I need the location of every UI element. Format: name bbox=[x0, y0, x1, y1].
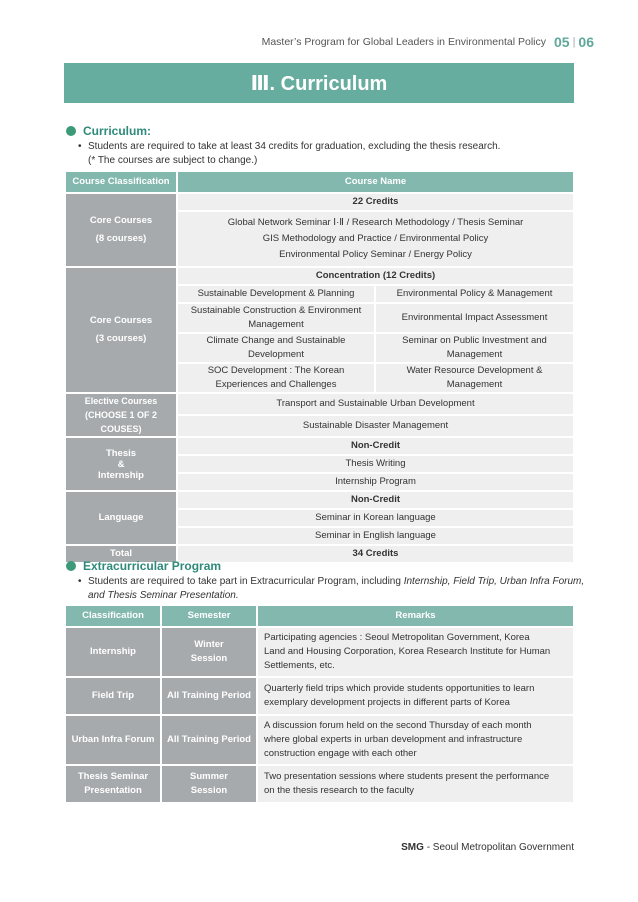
remarks-line: Participating agencies : Seoul Metropolitan Government, Korea bbox=[264, 632, 530, 643]
curriculum-title: Curriculum: bbox=[83, 124, 152, 138]
remarks-line: Quarterly field trips which provide students opportunities to learn bbox=[264, 683, 535, 694]
core-label-text: Core Courses bbox=[89, 215, 153, 226]
page-separator: | bbox=[572, 36, 576, 48]
table-row bbox=[66, 394, 573, 414]
curriculum-note-line2: (* The courses are subject to change.) bbox=[88, 155, 258, 166]
remarks-line: exemplary development projects in different parts of Korea bbox=[264, 697, 510, 708]
semester-cell bbox=[162, 766, 258, 802]
bullet-icon: • bbox=[78, 576, 82, 587]
header-course-classification: Course Classification bbox=[66, 172, 178, 192]
core-sub-text: (8 courses) bbox=[95, 233, 147, 244]
classification-line: Presentation bbox=[84, 785, 142, 796]
remarks-line: on the thesis research to the faculty bbox=[264, 785, 414, 796]
course-cell: Internship Program bbox=[178, 474, 573, 490]
section-banner bbox=[64, 63, 574, 103]
extracurricular-note-line2: and Thesis Seminar Presentation. bbox=[88, 590, 239, 601]
elective-label-text: Elective Courses bbox=[84, 396, 158, 406]
remarks-cell bbox=[258, 766, 573, 802]
curriculum-heading bbox=[66, 124, 151, 138]
course-cell: Sustainable Development & Planning bbox=[178, 286, 376, 302]
remarks-cell bbox=[258, 628, 573, 676]
classification-cell: Field Trip bbox=[66, 678, 162, 714]
language-label: Language bbox=[66, 492, 178, 544]
banner-title: Ⅲ. Curriculum bbox=[250, 72, 388, 95]
remarks-cell bbox=[258, 678, 573, 714]
course-cell: Seminar in Korean language bbox=[178, 510, 573, 526]
classification-line: Thesis Seminar bbox=[77, 771, 149, 782]
page-number-left: 05 bbox=[553, 34, 570, 50]
language-credit: Non-Credit bbox=[178, 492, 573, 508]
header-semester: Semester bbox=[162, 606, 258, 626]
curriculum-note bbox=[78, 140, 500, 168]
course-line: Global Network Seminar Ⅰ·Ⅱ / Research Methodology / Thesis Seminar bbox=[227, 217, 524, 228]
course-line: GIS Methodology and Practice / Environmental Policy bbox=[262, 233, 489, 244]
thesis-label-text: Thesis bbox=[105, 447, 137, 459]
extracurricular-note-line1: Students are required to take part in Extracurricular Program, including bbox=[88, 576, 404, 587]
bullet-icon: • bbox=[78, 141, 82, 152]
remarks-cell bbox=[258, 716, 573, 764]
page-number-right: 06 bbox=[578, 34, 594, 50]
total-label: Total bbox=[66, 546, 178, 562]
course-cell: Water Resource Development & Management bbox=[376, 364, 573, 392]
remarks-line: Land and Housing Corporation, Korea Research Institute for Human bbox=[264, 646, 551, 657]
header-classification: Classification bbox=[66, 606, 162, 626]
table-row bbox=[66, 438, 573, 454]
document-title: Master’s Program for Global Leaders in Environmental Policy bbox=[261, 36, 546, 48]
semester-line: Session bbox=[190, 785, 228, 796]
table-row bbox=[66, 492, 573, 508]
total-value: 34 Credits bbox=[178, 546, 573, 562]
ampersand-text: & bbox=[117, 458, 125, 470]
page-header bbox=[262, 34, 594, 50]
course-cell: Sustainable Construction & Environment Management bbox=[178, 304, 376, 332]
bullet-dot-icon bbox=[66, 561, 76, 571]
course-cell: Thesis Writing bbox=[178, 456, 573, 472]
semester-cell: All Training Period bbox=[162, 678, 258, 714]
course-cell: Transport and Sustainable Urban Development bbox=[178, 394, 573, 414]
course-cell: Environmental Policy & Management bbox=[376, 286, 573, 302]
course-cell: Seminar in English language bbox=[178, 528, 573, 544]
table-row bbox=[66, 194, 573, 210]
extracurricular-table bbox=[66, 604, 573, 804]
core-label-text: Core Courses bbox=[89, 315, 153, 326]
remarks-line: A discussion forum held on the second Thursday of each month bbox=[264, 720, 532, 731]
course-cell: Environmental Impact Assessment bbox=[376, 304, 573, 332]
course-cell: Seminar on Public Investment and Management bbox=[376, 334, 573, 362]
header-course-name: Course Name bbox=[178, 172, 573, 192]
classification-cell: Urban Infra Forum bbox=[66, 716, 162, 764]
concentration-courses-label bbox=[66, 268, 178, 392]
footer-text: - Seoul Metropolitan Government bbox=[423, 842, 574, 853]
elective-sub-text: (CHOOSE 1 OF 2 COUSES) bbox=[84, 410, 157, 434]
course-line: Environmental Policy Seminar / Energy Policy bbox=[279, 249, 472, 260]
page-footer bbox=[401, 842, 574, 853]
extracurricular-note bbox=[78, 575, 584, 603]
thesis-credit: Non-Credit bbox=[178, 438, 573, 454]
course-cell: SOC Development : The Korean Experiences and Challenges bbox=[178, 364, 376, 392]
extracurricular-note-italic: Internship, Field Trip, Urban Infra Forum, bbox=[403, 576, 585, 587]
table-row bbox=[66, 766, 573, 802]
course-cell: Sustainable Disaster Management bbox=[178, 416, 573, 436]
table-row bbox=[66, 716, 573, 764]
remarks-line: construction engage with each other bbox=[264, 748, 417, 759]
extracurricular-title: Extracurricular Program bbox=[83, 559, 222, 573]
bullet-dot-icon bbox=[66, 126, 76, 136]
remarks-line: Two presentation sessions where students present the performance bbox=[264, 771, 550, 782]
remarks-line: Settlements, etc. bbox=[264, 660, 335, 671]
curriculum-table bbox=[66, 170, 573, 564]
semester-cell bbox=[162, 628, 258, 676]
internship-label-text: Internship bbox=[98, 469, 144, 481]
footer-abbr: SMG bbox=[401, 842, 424, 853]
core-course-list bbox=[178, 212, 573, 266]
table-row bbox=[66, 268, 573, 284]
table-row bbox=[66, 678, 573, 714]
table-header-row bbox=[66, 172, 573, 192]
header-remarks: Remarks bbox=[258, 606, 573, 626]
core-courses-label bbox=[66, 194, 178, 266]
classification-cell: Internship bbox=[66, 628, 162, 676]
core-credits: 22 Credits bbox=[178, 194, 573, 210]
elective-courses-label bbox=[66, 394, 178, 436]
course-cell: Climate Change and Sustainable Development bbox=[178, 334, 376, 362]
table-header-row bbox=[66, 606, 573, 626]
semester-line: Summer bbox=[189, 771, 228, 782]
classification-cell bbox=[66, 766, 162, 802]
semester-line: Session bbox=[190, 653, 228, 664]
concentration-credits: Concentration (12 Credits) bbox=[178, 268, 573, 284]
table-row bbox=[66, 628, 573, 676]
remarks-line: where global experts in urban development and infrastructure bbox=[264, 734, 523, 745]
semester-line: Winter bbox=[194, 639, 224, 650]
thesis-internship-label bbox=[66, 438, 178, 490]
semester-cell: All Training Period bbox=[162, 716, 258, 764]
extracurricular-heading bbox=[66, 559, 221, 573]
curriculum-note-line1: Students are required to take at least 34 credits for graduation, excluding the thesis research. bbox=[88, 141, 501, 152]
core-sub-text: (3 courses) bbox=[95, 333, 147, 344]
